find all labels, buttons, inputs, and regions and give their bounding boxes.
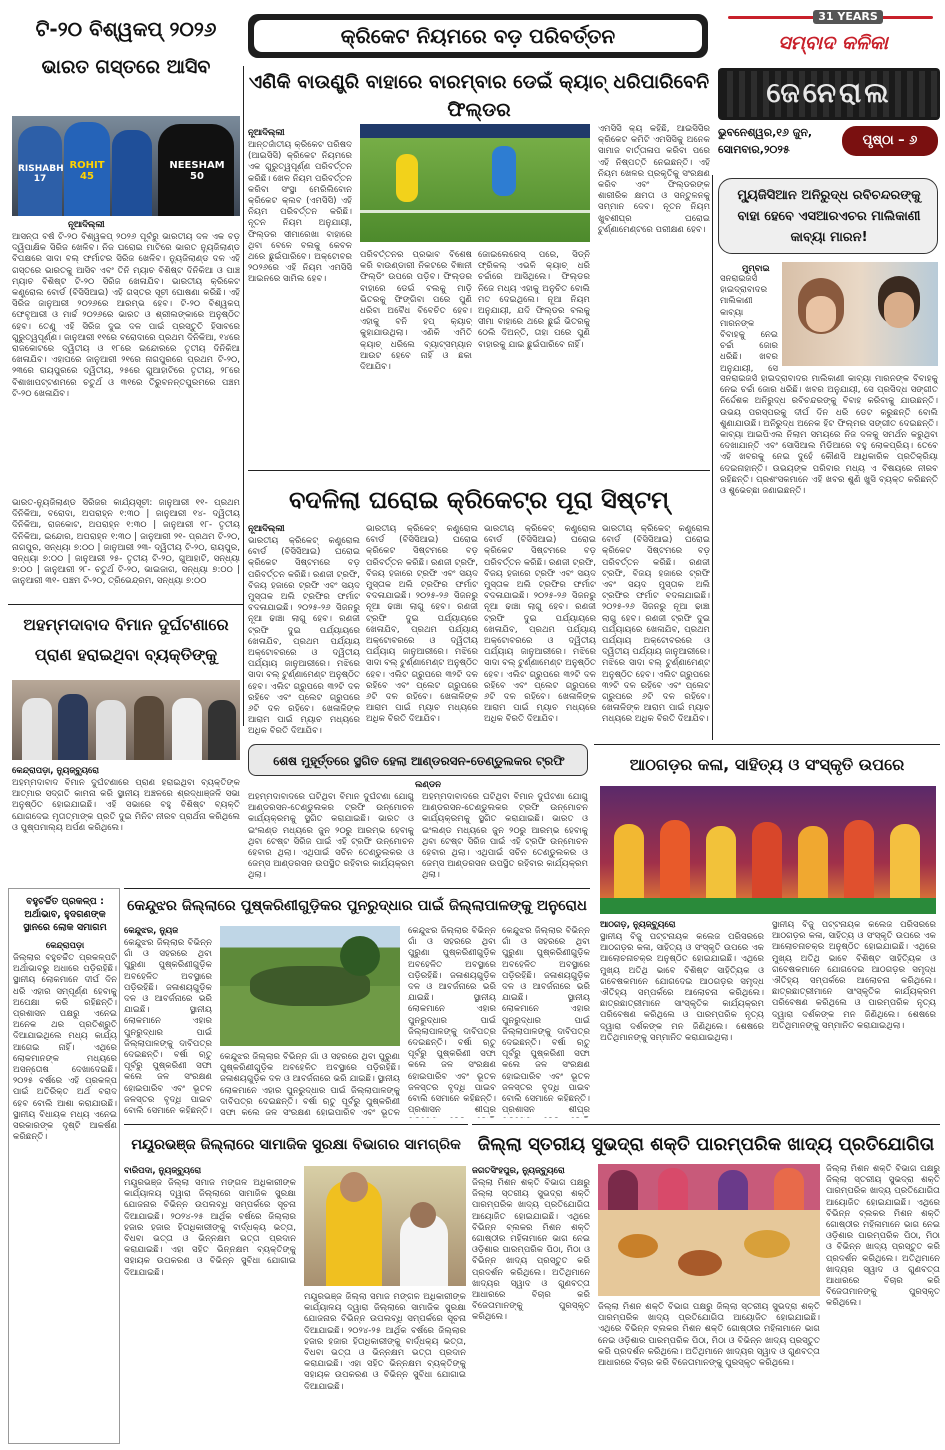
article-body: ଅହମ୍ମଦାବାଦରେ ଘଟିଥିବା ବିମାନ ଦୁର୍ଘଟଣା ଯୋଗୁ ଆଣ୍ଡରସନ-ତେଣ୍ଡୁଲକର ଟ୍ରଫି ଉନ୍ମୋଚନ କାର୍ଯ୍ୟକ୍ରମକୁ ସ୍ଥଗିତ କରାଯାଇଛି। ଭାରତ ଓ ଇଂଲଣ୍ଡ ମଧ୍ୟରେ ଜୁନ ୨୦ରୁ ଆରମ୍ଭ ହେବାକୁ ଥିବା ଟେଷ୍ଟ ସିରିଜ ପାଇଁ ଏହି ଟ୍ରଫି ଉନ୍ମୋଚନ ହେବାର ଥିଲା। ଏଥିପାଇଁ ସଚିନ ତେଣ୍ଡୁଲକର ଓ ଜେମ୍ସ ଆଣ୍ଡରସନ ଉପସ୍ଥିତ ରହିବାର କାର୍ଯ୍ୟକ୍ରମ ଥିଲା।	[248, 792, 414, 881]
paper-name: ସମ୍ବାଦ କଳିକା	[778, 32, 888, 54]
article-body: ଭାରତୀୟ କ୍ରିକେଟ୍ କଣ୍ଟ୍ରୋଲ ବୋର୍ଡ (ବିସିସିଆଇ) ଘରୋଇ କ୍ରିକେଟ ସିଷ୍ଟମରେ ବଡ଼ ପରିବର୍ତ୍ତନ କରିଛି। ରଣଜୀ ଟ୍ରଫି, ବିଜୟ ହଜାରେ ଟ୍ରଫି ଏବଂ ସୟଦ ମୁସ୍ତାକ ଅଲି ଟ୍ରଫିର ଫର୍ମାଟ ବଦଳାଯାଇଛି। ୨୦୨୫-୨୬ ସିଜନରୁ ନୂଆ ଢାଞ୍ଚା ଲାଗୁ ହେବ। ରଣଜୀ ଟ୍ରଫି ଦୁଇ ପର୍ଯ୍ୟାୟରେ ଖେଳାଯିବ, ପ୍ରଥମ ପର୍ଯ୍ୟାୟ ଅକ୍ଟୋବରରେ ଓ ଦ୍ୱିତୀୟ ପର୍ଯ୍ୟାୟ ଜାନୁଆରୀରେ। ମଝିରେ ସାଦା ବଲ୍ ଟୁର୍ଣ୍ଣାମେଣ୍ଟ ଅନୁଷ୍ଠିତ ହେବ। ଏଲିଟ ଗ୍ରୁପରେ ୩୨ଟି ଦଳ ରହିବେ ଏବଂ ପ୍ଲେଟ ଗ୍ରୁପରେ ୬ଟି ଦଳ ରହିବେ। ଖେଳାଳିଙ୍କ ଆରାମ ପାଇଁ ମ୍ୟାଚ ମଧ୍ୟରେ ଅଧିକ ବିରତି ଦିଆଯିବ।	[248, 536, 360, 736]
article-body-cont: ଭାରତୀୟ କ୍ରିକେଟ୍ କଣ୍ଟ୍ରୋଲ ବୋର୍ଡ (ବିସିସିଆଇ) ଘରୋଇ କ୍ରିକେଟ ସିଷ୍ଟମରେ ବଡ଼ ପରିବର୍ତ୍ତନ କରିଛି। ରଣଜୀ ଟ୍ରଫି, ବିଜୟ ହଜାରେ ଟ୍ରଫି ଏବଂ ସୟଦ ମୁସ୍ତାକ ଅଲି ଟ୍ରଫିର ଫର୍ମାଟ ବଦଳାଯାଇଛି। ୨୦୨୫-୨୬ ସିଜନରୁ ନୂଆ ଢାଞ୍ଚା ଲାଗୁ ହେବ। ରଣଜୀ ଟ୍ରଫି ଦୁଇ ପର୍ଯ୍ୟାୟରେ ଖେଳାଯିବ, ପ୍ରଥମ ପର୍ଯ୍ୟାୟ ଅକ୍ଟୋବରରେ ଓ ଦ୍ୱିତୀୟ ପର୍ଯ୍ୟାୟ ଜାନୁଆରୀରେ। ମଝିରେ ସାଦା ବଲ୍ ଟୁର୍ଣ୍ଣାମେଣ୍ଟ ଅନୁଷ୍ଠିତ ହେବ। ଏଲିଟ ଗ୍ରୁପରେ ୩୨ଟି ଦଳ ରହିବେ ଏବଂ ପ୍ଲେଟ ଗ୍ରୁପରେ ୬ଟି ଦଳ ରହିବେ। ଖେଳାଳିଙ୍କ ଆରାମ ପାଇଁ ମ୍ୟାଚ ମଧ୍ୟରେ ଅଧିକ ବିରତି ଦିଆଯିବ।	[602, 524, 710, 725]
byline: ଆଠଗଡ଼, ନ୍ୟୁଜ୍‌ବ୍ୟୁରୋ	[600, 920, 676, 930]
article-musician	[716, 178, 940, 738]
article-body: ସ୍ଥାନୀୟ ବିଜୁ ପଟ୍ଟନାୟକ କଲେଜ ପରିସରରେ ଆଠଗଡ଼ର କଳା, ସାହିତ୍ୟ ଓ ସଂସ୍କୃତି ଉପରେ ଏକ ଆଲୋଚନାଚକ୍ର ଅନୁଷ୍ଠିତ ହୋଇଯାଇଛି। ଏଥିରେ ମୁଖ୍ୟ ଅତିଥି ଭାବେ ବିଶିଷ୍ଟ ସାହିତ୍ୟିକ ଓ ଗବେଷକମାନେ ଯୋଗଦେଇ ଆଠଗଡ଼ର ସମୃଦ୍ଧ ଐତିହ୍ୟ ସମ୍ପର୍କରେ ଆଲୋଚନା କରିଥିଲେ। ଛାତ୍ରଛାତ୍ରୀମାନେ ସାଂସ୍କୃତିକ କାର୍ଯ୍ୟକ୍ରମ ପରିବେଷଣ କରିଥିଲେ ଓ ପାରମ୍ପରିକ ନୃତ୍ୟ ଦ୍ୱାରା ଦର୍ଶକଙ୍କ ମନ ଜିଣିଥିଲେ। ଶେଷରେ ଅତିଥିମାନଙ୍କୁ ସମ୍ମାନିତ କରାଯାଇଥିଲା।	[600, 932, 764, 1043]
headline-box	[718, 178, 938, 254]
headline-2: ଭାରତ ଗସ୍ତରେ ଆସିବ	[41, 56, 211, 78]
officials-photo	[304, 1166, 466, 1286]
article-body: ମୟୂରଭଞ୍ଜ ଜିଲ୍ଲା ସମାଜ ମଙ୍ଗଳ ଅଧିକାରୀଙ୍କ କାର୍ଯ୍ୟାଳୟ ଦ୍ୱାରା ଜିଲ୍ଲାରେ ସାମାଜିକ ସୁରକ୍ଷା ଯୋଜନାର ବିଭିନ୍ନ ଉପଲବ୍ଧି ସମ୍ପର୍କରେ ସୂଚନା ଦିଆଯାଇଛି। ୨୦୨୪-୨୫ ଆର୍ଥିକ ବର୍ଷରେ ଜିଲ୍ଲାର ହଜାର ହଜାର ହିତାଧିକାରୀଙ୍କୁ ବାର୍ଦ୍ଧକ୍ୟ ଭତ୍ତା, ବିଧବା ଭତ୍ତା ଓ ଭିନ୍ନକ୍ଷମ ଭତ୍ତା ପ୍ରଦାନ କରାଯାଇଛି। ଏହା ସହିତ ଭିନ୍ନକ୍ଷମ ବ୍ୟକ୍ତିଙ୍କୁ ସହାୟକ ଉପକରଣ ଓ ବିଭିନ୍ନ ସୁବିଧା ଯୋଗାଇ ଦିଆଯାଇଛି।	[124, 1178, 296, 1278]
article-athagarh	[594, 744, 940, 1120]
byline: ନୂଆଦିଲ୍ଲୀ	[248, 524, 285, 534]
dateline: ଭୁବନେଶ୍ୱର,୧୬ ଜୁନ, ସୋମବାର,୨୦୨୫	[718, 126, 813, 156]
headline: ଆଠଗଡ଼ର କଳା, ସାହିତ୍ୟ ଓ ସଂସ୍କୃତି ଉପରେ	[629, 755, 905, 774]
headline: ବହୁଚର୍ଚ୍ଚିତ ପ୍ରକଳ୍ପ : ଅର୍ଥାଭାବ, ହୁଦଗଣଙ୍କ ସ୍ଥାନରେ ଲୋକ ସମାଗମ	[23, 896, 107, 933]
years-badge: 31 YEARS	[813, 10, 883, 24]
article-body-cont: ଭାରତୀୟ କ୍ରିକେଟ୍ କଣ୍ଟ୍ରୋଲ ବୋର୍ଡ (ବିସିସିଆଇ) ଘରୋଇ କ୍ରିକେଟ ସିଷ୍ଟମରେ ବଡ଼ ପରିବର୍ତ୍ତନ କରିଛି। ରଣଜୀ ଟ୍ରଫି, ବିଜୟ ହଜାରେ ଟ୍ରଫି ଏବଂ ସୟଦ ମୁସ୍ତାକ ଅଲି ଟ୍ରଫିର ଫର୍ମାଟ ବଦଳାଯାଇଛି। ୨୦୨୫-୨୬ ସିଜନରୁ ନୂଆ ଢାଞ୍ଚା ଲାଗୁ ହେବ। ରଣଜୀ ଟ୍ରଫି ଦୁଇ ପର୍ଯ୍ୟାୟରେ ଖେଳାଯିବ, ପ୍ରଥମ ପର୍ଯ୍ୟାୟ ଅକ୍ଟୋବରରେ ଓ ଦ୍ୱିତୀୟ ପର୍ଯ୍ୟାୟ ଜାନୁଆରୀରେ। ମଝିରେ ସାଦା ବଲ୍ ଟୁର୍ଣ୍ଣାମେଣ୍ଟ ଅନୁଷ୍ଠିତ ହେବ। ଏଲିଟ ଗ୍ରୁପରେ ୩୨ଟି ଦଳ ରହିବେ ଏବଂ ପ୍ଲେଟ ଗ୍ରୁପରେ ୬ଟି ଦଳ ରହିବେ। ଖେଳାଳିଙ୍କ ଆରାମ ପାଇଁ ମ୍ୟାଚ ମଧ୍ୟରେ ଅଧିକ ବିରତି ଦିଆଯିବ।	[484, 524, 596, 725]
cricket-players-photo	[12, 116, 240, 216]
article-body-cont: କେନ୍ଦୁଝର ଜିଲ୍ଲାର ବିଭିନ୍ନ ଗାଁ ଓ ସହରରେ ଥିବା ପୁରୁଣା ପୁଷ୍କରିଣୀଗୁଡ଼ିକ ଅବହେଳିତ ଅବସ୍ଥାରେ ପଡ଼ିରହିଛି। ଜଳାଶୟଗୁଡ଼ିକ ଦଳ ଓ ଆବର୍ଜନାରେ ଭରି ଯାଇଛି। ସ୍ଥାନୀୟ ଲୋକମାନେ ଏହାର ପୁନରୁଦ୍ଧାର ପାଇଁ ଜିଲ୍ଲାପାଳଙ୍କୁ ଦାବିପତ୍ର ଦେଇଛନ୍ତି। ବର୍ଷା ଋତୁ ପୂର୍ବରୁ ପୁଷ୍କରିଣୀ ସଫା କଲେ ଜଳ ସଂରକ୍ଷଣ ହୋଇପାରିବ ଏବଂ ଭୂତଳ	[220, 1052, 400, 1118]
article-body: ଏମସିସି କ୍ୟ କହିଛି, ଆଇସିସିର କ୍ରିକେଟ କମିଟି ଏମସିସିକୁ ଅନେକ ସାମାଜ ବାର୍ତ୍ତାଳାପ କରିବା ପରେ ଏହି ନିଷ୍ପତ୍ତି ନେଇଛନ୍ତି। ଏହି ନିୟମ ଖେଳର ପ୍ରକୃତିକୁ ସଂରକ୍ଷଣ କରିବ ଏବଂ ଫିଲ୍ଡରଙ୍କ ଶାରୀରିକ କ୍ଷମତା ଓ ସନ୍ତୁଳନକୁ ସମ୍ମାନ ଦେବ। ନୂତନ ନିୟମ ଖୁବଶୀଘ୍ର ଘରୋଇ ଟୁର୍ଣ୍ଣାମେଣ୍ଟରେ ପରୀକ୍ଷଣ ହେବ।	[598, 124, 710, 235]
jersey-label: ROHIT 45	[69, 160, 105, 182]
jersey-label: NEESHAM 50	[169, 160, 225, 182]
byline: ବାରିପଦା, ନ୍ୟୁଜ୍‌ବ୍ୟୁରୋ	[124, 1166, 202, 1176]
article-catch-rule	[248, 64, 710, 464]
byline: ଜଗତସିଂହପୁର, ନ୍ୟୁଜ୍‌ବ୍ୟୁରୋ	[472, 1166, 565, 1176]
article-body-cont: ଭାରତୀୟ କ୍ରିକେଟ୍ କଣ୍ଟ୍ରୋଲ ବୋର୍ଡ (ବିସିସିଆଇ) ଘରୋଇ କ୍ରିକେଟ ସିଷ୍ଟମରେ ବଡ଼ ପରିବର୍ତ୍ତନ କରିଛି। ରଣଜୀ ଟ୍ରଫି, ବିଜୟ ହଜାରେ ଟ୍ରଫି ଏବଂ ସୟଦ ମୁସ୍ତାକ ଅଲି ଟ୍ରଫିର ଫର୍ମାଟ ବଦଳାଯାଇଛି। ୨୦୨୫-୨୬ ସିଜନରୁ ନୂଆ ଢାଞ୍ଚା ଲାଗୁ ହେବ। ରଣଜୀ ଟ୍ରଫି ଦୁଇ ପର୍ଯ୍ୟାୟରେ ଖେଳାଯିବ, ପ୍ରଥମ ପର୍ଯ୍ୟାୟ ଅକ୍ଟୋବରରେ ଓ ଦ୍ୱିତୀୟ ପର୍ଯ୍ୟାୟ ଜାନୁଆରୀରେ। ମଝିରେ ସାଦା ବଲ୍ ଟୁର୍ଣ୍ଣାମେଣ୍ଟ ଅନୁଷ୍ଠିତ ହେବ। ଏଲିଟ ଗ୍ରୁପରେ ୩୨ଟି ଦଳ ରହିବେ ଏବଂ ପ୍ଲେଟ ଗ୍ରୁପରେ ୬ଟି ଦଳ ରହିବେ। ଖେଳାଳିଙ୍କ ଆରାମ ପାଇଁ ମ୍ୟାଚ ମଧ୍ୟରେ ଅଧିକ ବିରତି ଦିଆଯିବ।	[366, 524, 478, 725]
article-body: ଆସନ୍ତା ବର୍ଷ ଟି-୨୦ ବିଶ୍ୱକପ୍ ୨୦୨୬ ପୂର୍ବରୁ ଭାରତୀୟ ଦଳ ଏକ ବଡ଼ ଦ୍ୱିପାକ୍ଷିକ ସିରିଜ ଖେଳିବ। ନିଜ ଘରୋଇ ମାଟିରେ ଭାରତ ନ୍ୟୁଜିଲାଣ୍ଡ ବିପକ୍ଷରେ ସାଦା ବଲ୍ ଫର୍ମାଟର ସିରିଜ ଖେଳିବ। ନ୍ୟୁଜିଲାଣ୍ଡ ଦଳ ଏହି ଗସ୍ତରେ ଭାରତକୁ ଆସିବ ଏବଂ ତିନି ମ୍ୟାଚ ବିଶିଷ୍ଟ ଦିନିକିଆ ଓ ପାଞ୍ଚ ମ୍ୟାଚ ବିଶିଷ୍ଟ ଟି-୨୦ ସିରିଜ ଖେଳାଯିବ। ଭାରତୀୟ କ୍ରିକେଟ କଣ୍ଟ୍ରୋଲ ବୋର୍ଡ (ବିସିସିଆଇ) ଏହି ଗସ୍ତର ସୂଚୀ ଘୋଷଣା କରିଛି। ଏହି ସିରିଜ ଜାନୁଆରୀ ୨୦୨୬ରେ ଆରମ୍ଭ ହେବ। ଟି-୨୦ ବିଶ୍ୱକପ୍ ଫେବୃଆରୀ ଓ ମାର୍ଚ୍ଚ ୨୦୨୬ରେ ଭାରତ ଓ ଶ୍ରୀଲଙ୍କାରେ ଅନୁଷ୍ଠିତ ହେବ। ତେଣୁ ଏହି ସିରିଜ ଦୁଇ ଦଳ ପାଇଁ ପ୍ରସ୍ତୁତି ହିସାବରେ ଗୁରୁତ୍ୱପୂର୍ଣ୍ଣ। ଜାନୁଆରୀ ୧୧ରେ ବରୋଦାରେ ପ୍ରଥମ ଦିନିକିଆ, ୧୪ରେ ରାଜକୋଟରେ ଦ୍ୱିତୀୟ ଓ ୧୮ରେ ଇନ୍ଦୋରରେ ତୃତୀୟ ଦିନିକିଆ ଖେଳାଯିବ। ଏହାପରେ ଜାନୁଆରୀ ୨୧ରେ ନାଗପୁରରେ ପ୍ରଥମ ଟି-୨୦, ୨୩ରେ ରାୟପୁରରେ ଦ୍ୱିତୀୟ, ୨୫ରେ ଗୁଆହାଟିରେ ତୃତୀୟ, ୨୮ରେ ବିଶାଖାପଟ୍ଟଣମରେ ଚତୁର୍ଥ ଓ ୩୧ରେ ତିରୁବନନ୍ତପୁରମରେ ପଞ୍ଚମ ଟି-୨୦ ଖେଳାଯିବ।	[12, 232, 240, 399]
headline: ବଦଳିଲା ଘରୋଇ କ୍ରିକେଟ୍‌ର ପୂରା ସିଷ୍ଟମ୍	[288, 486, 670, 514]
article-body-cont: ଜିଲ୍ଲା ମିଶନ ଶକ୍ତି ବିଭାଗ ପକ୍ଷରୁ ଜିଲ୍ଲା ସ୍ତରୀୟ ସୁଭଦ୍ରା ଶକ୍ତି ପାରମ୍ପରିକ ଖାଦ୍ୟ ପ୍ରତିଯୋଗିତା ଆୟୋଜିତ ହୋଇଯାଇଛି। ଏଥିରେ ବିଭିନ୍ନ ବ୍ଲକର ମିଶନ ଶକ୍ତି ଗୋଷ୍ଠୀର ମହିଳାମାନେ ଭାଗ ନେଇ ଓଡ଼ିଶାର ପାରମ୍ପରିକ ପିଠା, ମିଠା ଓ ବିଭିନ୍ନ ଖାଦ୍ୟ ପ୍ରସ୍ତୁତ କରି ପ୍ରଦର୍ଶନ କରିଥିଲେ। ଅତିଥିମାନେ ଖାଦ୍ୟର ସ୍ୱାଦ ଓ ଗୁଣବତ୍ତା ଆଧାରରେ ବିଚାର କରି ବିଜେତାମାନଙ୍କୁ ପୁରସ୍କୃତ କରିଥିଲେ।	[598, 1302, 820, 1369]
article-body: ପରିବର୍ତ୍ତନର ପ୍ରଭାବ ବିଶେଷ କରି ବାଉଣ୍ଡାରୀ ନିକଟରେ ବିଜ୍ଞାନୀ ଫିଲ୍ଡିଂ ଉପରେ ପଡ଼ିବ। ଫିଲ୍ଡର ବାହାରେ ଡେଇଁ ବଲକୁ ମାଡ଼ି ଭିତରକୁ ଫିଙ୍ଗିବା ପରେ ପୁଣି ଧରିବା ଅବୈଧ ବିବେଚିତ ହେବ। ଏହାକୁ ବନି ହପ୍ କ୍ୟାଚ୍ କୁହାଯାଉଥିଲା। ଏଣିକି ଏମିତି କ୍ୟାଚ୍ ଧରିଲେ ବ୍ୟାଟ୍ସମ୍ୟାନ ଆଉଟ ହେବେ ନାହିଁ ଓ ଛକା ଦିଆଯିବ।	[360, 250, 472, 373]
byline: କେନ୍ଦ୍ରାପଡ଼ା	[45, 941, 85, 951]
top-banner-text: କ୍ରିକେଟ ନିୟମରେ ବଡ଼ ପରିବର୍ତ୍ତନ	[254, 20, 702, 52]
byline: ନୂଆଦିଲ୍ଲୀ	[68, 220, 105, 230]
edition-logo	[718, 68, 940, 120]
article-left-column	[8, 888, 120, 1444]
edition-name: ଜେନେରାଲ	[766, 76, 892, 109]
byline: ଲଣ୍ଡନ	[415, 780, 441, 790]
article-body: ଜୋଇଲେରେସ୍ ପରେ, ସିଡ୍ନି ଫ୍ରିକଲ୍ ଏଭଳି କ୍ୟାଚ୍ ଧରି ଚର୍ଚ୍ଚାରେ ଆସିଥିଲେ। ଫିଲ୍ଡର ନିଜେ ମଧ୍ୟ ଏହାକୁ ଅନୁଚିତ ବୋଲି ମତ ଦେଇଥିଲେ। ନୂଆ ନିୟମ ଅନୁଯାୟୀ, ଯଦି ଫିଲ୍ଡର ବଲକୁ ସୀମା ବାହାରେ ଥରେ ଛୁଇଁ ଭିତରକୁ ଠେଲି ଦିଅନ୍ତି, ତାହା ପରେ ପୁଣି ବାହାରକୁ ଯାଇ ଛୁଇଁପାରିବେ ନାହିଁ।	[478, 250, 590, 350]
years-ribbon	[728, 10, 933, 24]
article-body-cont: ମୟୂରଭଞ୍ଜ ଜିଲ୍ଲା ସମାଜ ମଙ୍ଗଳ ଅଧିକାରୀଙ୍କ କାର୍ଯ୍ୟାଳୟ ଦ୍ୱାରା ଜିଲ୍ଲାରେ ସାମାଜିକ ସୁରକ୍ଷା ଯୋଜନାର ବିଭିନ୍ନ ଉପଲବ୍ଧି ସମ୍ପର୍କରେ ସୂଚନା ଦିଆଯାଇଛି। ୨୦୨୪-୨୫ ଆର୍ଥିକ ବର୍ଷରେ ଜିଲ୍ଲାର ହଜାର ହଜାର ହିତାଧିକାରୀଙ୍କୁ ବାର୍ଦ୍ଧକ୍ୟ ଭତ୍ତା, ବିଧବା ଭତ୍ତା ଓ ଭିନ୍ନକ୍ଷମ ଭତ୍ତା ପ୍ରଦାନ କରାଯାଇଛି। ଏହା ସହିତ ଭିନ୍ନକ୍ଷମ ବ୍ୟକ୍ତିଙ୍କୁ ସହାୟକ ଉପକରଣ ଓ ବିଭିନ୍ନ ସୁବିଧା ଯୋଗାଇ ଦିଆଯାଇଛି।	[304, 1292, 466, 1392]
headline: ଶେଷ ମୁହୂର୍ତ୍ତରେ ସ୍ଥଗିତ ହେଲା ଆଣ୍ଡରସନ-ତେଣ୍ଡୁଲକର ଟ୍ରଫି	[273, 754, 565, 768]
article-body-cont: କେନ୍ଦୁଝର ଜିଲ୍ଲାର ବିଭିନ୍ନ ଗାଁ ଓ ସହରରେ ଥିବା ପୁରୁଣା ପୁଷ୍କରିଣୀଗୁଡ଼ିକ ଅବହେଳିତ ଅବସ୍ଥାରେ ପଡ଼ିରହିଛି। ଜଳାଶୟଗୁଡ଼ିକ ଦଳ ଓ ଆବର୍ଜନାରେ ଭରି ଯାଇଛି। ସ୍ଥାନୀୟ ଲୋକମାନେ ଏହାର ପୁନରୁଦ୍ଧାର ପାଇଁ ଜିଲ୍ଲାପାଳଙ୍କୁ ଦାବିପତ୍ର ଦେଇଛନ୍ତି। ବର୍ଷା ଋତୁ ପୂର୍ବରୁ ପୁଷ୍କରିଣୀ ସଫା କଲେ ଜଳ ସଂରକ୍ଷଣ ହୋଇପାରିବ ଏବଂ ଭୂତଳ ଜଳସ୍ତର ବୃଦ୍ଧି ପାଇବ ବୋଲି ସେମାନେ କହିଛନ୍ତି। ପ୍ରଶାସନ ଶୀଘ୍ର	[408, 926, 496, 1116]
schedule-text: ଭାରତ-ନ୍ୟୁଜିଲାଣ୍ଡ ସିରିଜର କାର୍ଯ୍ୟସୂଚୀ: ଜାନୁଆରୀ ୧୧- ପ୍ରଥମ ଦିନିକିଆ, ବରୋଦା, ଅପରାହ୍ନ ୧:୩୦ | ଜାନୁଆରୀ ୧୪- ଦ୍ୱିତୀୟ ଦିନିକିଆ, ରାଜକୋଟ, ଅପରାହ୍ନ ୧:୩୦ | ଜାନୁଆରୀ ୧୮- ତୃତୀୟ ଦିନିକିଆ, ଇନ୍ଦୋର, ଅପରାହ୍ନ ୧:୩୦ | ଜାନୁଆରୀ ୨୧- ପ୍ରଥମ ଟି-୨୦, ନାଗପୁର, ସନ୍ଧ୍ୟା ୭:୦୦ | ଜାନୁଆରୀ ୨୩- ଦ୍ୱିତୀୟ ଟି-୨୦, ରାୟପୁର, ସନ୍ଧ୍ୟା ୭:୦୦ | ଜାନୁଆରୀ ୨୫- ତୃତୀୟ ଟି-୨୦, ଗୁଆହାଟି, ସନ୍ଧ୍ୟା ୭:୦୦ | ଜାନୁଆରୀ ୨୮- ଚତୁର୍ଥ ଟି-୨୦, ଭାଇଜାଗ, ସନ୍ଧ୍ୟା ୭:୦୦ | ଜାନୁଆରୀ ୩୧- ପଞ୍ଚମ ଟି-୨୦, ତ୍ରିଭେନ୍ଦ୍ରମ, ସନ୍ଧ୍ୟା ୭:୦୦	[12, 498, 240, 587]
article-nz-tour	[8, 10, 240, 610]
headline: ଅହମ୍ମଦାବାଦ ବିମାନ ଦୁର୍ଘଟଣାରେ	[23, 615, 229, 634]
headline: ଜିଲ୍ଲା ସ୍ତରୀୟ ସୁଭଦ୍ରା ଶକ୍ତି ପାରମ୍ପରିକ ଖାଦ୍ୟ ପ୍ରତିଯୋଗିତା	[477, 1134, 935, 1155]
article-body: ଅହମ୍ମଦାବାଦ ବିମାନ ଦୁର୍ଘଟଣାରେ ପ୍ରାଣ ହରାଇଥିବା ବ୍ୟକ୍ତିଙ୍କ ଆତ୍ମାର ସଦ୍‌ଗତି କାମନା କରି ସ୍ଥାନୀୟ ଅଞ୍ଚଳରେ ଶ୍ରଦ୍ଧାଞ୍ଜଳି ସଭା ଅନୁଷ୍ଠିତ ହୋଇଯାଇଛି। ଏହି ସଭାରେ ବହୁ ବିଶିଷ୍ଟ ବ୍ୟକ୍ତି ଯୋଗଦେଇ ମୃତାତ୍ମାଙ୍କ ପ୍ରତି ଦୁଇ ମିନିଟ ନୀରବ ପ୍ରାର୍ଥନା କରିଥିଲେ ଓ ପୁଷ୍ପମାଲ୍ୟ ଅର୍ପଣ କରିଥିଲେ।	[12, 778, 240, 833]
headline: ମୟୂରଭଞ୍ଜ ଜିଲ୍ଲାରେ ସାମାଜିକ ସୁରକ୍ଷା ବିଭାଗର ସାମଗ୍ରିକ	[131, 1137, 461, 1153]
article-body: କେନ୍ଦୁଝର ଜିଲ୍ଲାର ବିଭିନ୍ନ ଗାଁ ଓ ସହରରେ ଥିବା ପୁରୁଣା ପୁଷ୍କରିଣୀଗୁଡ଼ିକ ଅବହେଳିତ ଅବସ୍ଥାରେ ପଡ଼ିରହିଛି। ଜଳାଶୟଗୁଡ଼ିକ ଦଳ ଓ ଆବର୍ଜନାରେ ଭରି ଯାଇଛି। ସ୍ଥାନୀୟ ଲୋକମାନେ ଏହାର ପୁନରୁଦ୍ଧାର ପାଇଁ ଜିଲ୍ଲାପାଳଙ୍କୁ ଦାବିପତ୍ର ଦେଇଛନ୍ତି। ବର୍ଷା ଋତୁ ପୂର୍ବରୁ ପୁଷ୍କରିଣୀ ସଫା କଲେ ଜଳ ସଂରକ୍ଷଣ ହୋଇପାରିବ ଏବଂ ଭୂତଳ ଜଳସ୍ତର ବୃଦ୍ଧି ପାଇବ ବୋଲି ସେମାନେ କହିଛନ୍ତି।	[124, 938, 212, 1117]
article-body-cont: ଜିଲ୍ଲା ମିଶନ ଶକ୍ତି ବିଭାଗ ପକ୍ଷରୁ ଜିଲ୍ଲା ସ୍ତରୀୟ ସୁଭଦ୍ରା ଶକ୍ତି ପାରମ୍ପରିକ ଖାଦ୍ୟ ପ୍ରତିଯୋଗିତା ଆୟୋଜିତ ହୋଇଯାଇଛି। ଏଥିରେ ବିଭିନ୍ନ ବ୍ଲକର ମିଶନ ଶକ୍ତି ଗୋଷ୍ଠୀର ମହିଳାମାନେ ଭାଗ ନେଇ ଓଡ଼ିଶାର ପାରମ୍ପରିକ ପିଠା, ମିଠା ଓ ବିଭିନ୍ନ ଖାଦ୍ୟ ପ୍ରସ୍ତୁତ କରି ପ୍ରଦର୍ଶନ କରିଥିଲେ। ଅତିଥିମାନେ ଖାଦ୍ୟର ସ୍ୱାଦ ଓ ଗୁଣବତ୍ତା ଆଧାରରେ ବିଚାର କରି ବିଜେତାମାନଙ୍କୁ ପୁରସ୍କୃତ କରିଥିଲେ।	[826, 1164, 940, 1309]
headline: ମ୍ୟୁଜିସିଆନ ଅନିରୁଦ୍ଧ ରବିଚନ୍ଦରଙ୍କୁ ବାହା ହେବେ ଏସଆରଏଚର ମାଲିକାଣୀ କାବ୍ୟା ମାରନ!	[737, 188, 921, 245]
article-body: ଆନ୍ତର୍ଜାତୀୟ କ୍ରିକେଟ ପରିଷଦ (ଆଇସିସି) କ୍ରିକେଟ ନିୟମରେ ଏକ ଗୁରୁତ୍ୱପୂର୍ଣ୍ଣ ପରିବର୍ତ୍ତନ କରିଛି। ଖେଳ ନିୟମ ପରିବର୍ତ୍ତନ କରିବା ସଂସ୍ଥା ମେରିଲିବୋନ କ୍ରିକେଟ କ୍ଲବ (ଏମସିସି) ଏହି ନିୟମ ପରିବର୍ତ୍ତନ କରିଛି। ନୂତନ ନିୟମ ଅନୁଯାୟୀ, ଫିଲ୍ଡର ସୀମାରେଖା ବାହାରେ ଥିବା ବେଳେ ବଲକୁ କେବଳ ଥରେ ଛୁଇଁପାରିବେ। ଅକ୍ଟୋବର ୨୦୨୬ରେ ଏହି ନିୟମ ଏମସିସି ଆଇନରେ ସାମିଲ ହେବ।	[248, 140, 352, 285]
article-body: ଜିଲ୍ଲାର ବହୁଚର୍ଚ୍ଚିତ ପ୍ରକଳ୍ପଟି ଅର୍ଥାଭାବରୁ ଅଧାରେ ପଡ଼ିରହିଛି। ସ୍ଥାନୀୟ ଲୋକମାନେ ଦୀର୍ଘ ଦିନ ଧରି ଏହାର ସମ୍ପୂର୍ଣ୍ଣ ହେବାକୁ ଅପେକ୍ଷା କରି ରହିଛନ୍ତି। ପ୍ରଶାସନ ପକ୍ଷରୁ ଏନେଇ ଅନେକ ଥର ପ୍ରତିଶ୍ରୁତି ଦିଆଯାଇଥିଲେ ମଧ୍ୟ କାର୍ଯ୍ୟ ଆଗେଇ ନାହିଁ। ଏଥିରେ ଲୋକମାନଙ୍କ ମଧ୍ୟରେ ଅସନ୍ତୋଷ ଦେଖାଦେଇଛି। ୨୦୨୫ ବର୍ଷରେ ଏହି ପ୍ରକଳ୍ପ ପାଇଁ ଅତିରିକ୍ତ ଅର୍ଥ ବରାଦ ହେବ ବୋଲି ଆଶା କରାଯାଉଛି। ସ୍ଥାନୀୟ ବିଧାୟକ ମଧ୍ୟ ଏନେଇ ସରକାରଙ୍କ ଦୃଷ୍ଟି ଆକର୍ଷଣ କରିଛନ୍ତି।	[13, 953, 117, 1143]
article-trophy	[248, 744, 588, 884]
byline: କେନ୍ଦୁଝର, ନ୍ୟୁଜ	[124, 926, 179, 936]
jersey-label: RISHABH 17	[18, 164, 64, 184]
byline: ମୁମ୍ବାଇ	[742, 264, 770, 274]
headline-2: ପ୍ରାଣ ହରାଇଥିବା ବ୍ୟକ୍ତିଙ୍କୁ	[34, 645, 218, 664]
catch-photo	[360, 124, 590, 242]
dance-photo	[600, 786, 936, 914]
pond-photo	[220, 926, 400, 1046]
article-body-cont: ସ୍ଥାନୀୟ ବିଜୁ ପଟ୍ଟନାୟକ କଲେଜ ପରିସରରେ ଆଠଗଡ଼ର କଳା, ସାହିତ୍ୟ ଓ ସଂସ୍କୃତି ଉପରେ ଏକ ଆଲୋଚନାଚକ୍ର ଅନୁଷ୍ଠିତ ହୋଇଯାଇଛି। ଏଥିରେ ମୁଖ୍ୟ ଅତିଥି ଭାବେ ବିଶିଷ୍ଟ ସାହିତ୍ୟିକ ଓ ଗବେଷକମାନେ ଯୋଗଦେଇ ଆଠଗଡ଼ର ସମୃଦ୍ଧ ଐତିହ୍ୟ ସମ୍ପର୍କରେ ଆଲୋଚନା କରିଥିଲେ। ଛାତ୍ରଛାତ୍ରୀମାନେ ସାଂସ୍କୃତିକ କାର୍ଯ୍ୟକ୍ରମ ପରିବେଷଣ କରିଥିଲେ ଓ ପାରମ୍ପରିକ ନୃତ୍ୟ ଦ୍ୱାରା ଦର୍ଶକଙ୍କ ମନ ଜିଣିଥିଲେ। ଶେଷରେ ଅତିଥିମାନଙ୍କୁ ସମ୍ମାନିତ କରାଯାଇଥିଲା।	[772, 920, 936, 1031]
headline-box	[248, 744, 588, 776]
couple-photo	[782, 262, 938, 366]
food-photo	[598, 1164, 820, 1296]
article-body: ଜିଲ୍ଲା ମିଶନ ଶକ୍ତି ବିଭାଗ ପକ୍ଷରୁ ଜିଲ୍ଲା ସ୍ତରୀୟ ସୁଭଦ୍ରା ଶକ୍ତି ପାରମ୍ପରିକ ଖାଦ୍ୟ ପ୍ରତିଯୋଗିତା ଆୟୋଜିତ ହୋଇଯାଇଛି। ଏଥିରେ ବିଭିନ୍ନ ବ୍ଲକର ମିଶନ ଶକ୍ତି ଗୋଷ୍ଠୀର ମହିଳାମାନେ ଭାଗ ନେଇ ଓଡ଼ିଶାର ପାରମ୍ପରିକ ପିଠା, ମିଠା ଓ ବିଭିନ୍ନ ଖାଦ୍ୟ ପ୍ରସ୍ତୁତ କରି ପ୍ରଦର୍ଶନ କରିଥିଲେ। ଅତିଥିମାନେ ଖାଦ୍ୟର ସ୍ୱାଦ ଓ ଗୁଣବତ୍ତା ଆଧାରରେ ବିଚାର କରି ବିଜେତାମାନଙ୍କୁ ପୁରସ୍କୃତ କରିଥିଲେ।	[472, 1178, 590, 1323]
article-domestic	[248, 470, 710, 740]
article-body-cont: ସନରାଇଜର୍ସ ହାଇଦ୍ରାବାଦର ମାଲିକାଣୀ କାବ୍ୟା ମାରନଙ୍କ ବିବାହକୁ ନେଇ ଚର୍ଚ୍ଚା ଜୋର ଧରିଛି। ଖବର ଅନୁଯାୟୀ, ସେ ପ୍ରସିଦ୍ଧ ସଙ୍ଗୀତ ନିର୍ଦ୍ଦେଶକ ଅନିରୁଦ୍ଧ ରବିଚନ୍ଦରଙ୍କୁ ବିବାହ କରିବାକୁ ଯାଉଛନ୍ତି। ଉଭୟ ପରସ୍ପରକୁ ଦୀର୍ଘ ଦିନ ଧରି ଡେଟ କରୁଛନ୍ତି ବୋଲି ଶୁଣାଯାଉଛି। ଅନିରୁଦ୍ଧ ଅନେକ ହିଟ ଫିଲ୍ମର ସଙ୍ଗୀତ ଦେଇଛନ୍ତି। କାବ୍ୟା ଆଇପିଏଲ ନିଲାମ ସମୟରେ ନିଜ ଦଳକୁ ସମର୍ଥନ କରୁଥିବା ଦେଖାଯାନ୍ତି ଏବଂ ସୋସିଆଲ ମିଡିଆରେ ବହୁ ଲୋକପ୍ରିୟ। ତେବେ ଏହି ଖବରକୁ ନେଇ ଦୁହେଁ କୌଣସି ଆଧିକାରିକ ପ୍ରତିକ୍ରିୟା ଦେଇନାହାନ୍ତି। ଉଭୟଙ୍କ ପରିବାର ମଧ୍ୟ ଏ ବିଷୟରେ ନୀରବ ରହିଛନ୍ତି। ପ୍ରଶଂସକମାନେ ଏହି ଖବର ଶୁଣି ଖୁସି ବ୍ୟକ୍ତ କରିଛନ୍ତି ଓ ଶୁଭେଚ୍ଛା ଜଣାଇଛନ୍ତି।	[720, 374, 938, 497]
byline: କେନ୍ଦ୍ରାପଡ଼ା, ନ୍ୟୁଜ୍‌ବ୍ୟୁରୋ	[12, 766, 100, 776]
masthead	[718, 6, 940, 166]
article-body: ସନରାଇଜର୍ସ ହାଇଦ୍ରାବାଦର ମାଲିକାଣୀ କାବ୍ୟା ମାରନଙ୍କ ବିବାହକୁ ନେଇ ଚର୍ଚ୍ଚା ଜୋର ଧରିଛି। ଖବର ଅନୁଯାୟୀ, ସେ	[720, 274, 778, 374]
article-body-cont: ଅହମ୍ମଦାବାଦରେ ଘଟିଥିବା ବିମାନ ଦୁର୍ଘଟଣା ଯୋଗୁ ଆଣ୍ଡରସନ-ତେଣ୍ଡୁଲକର ଟ୍ରଫି ଉନ୍ମୋଚନ କାର୍ଯ୍ୟକ୍ରମକୁ ସ୍ଥଗିତ କରାଯାଇଛି। ଭାରତ ଓ ଇଂଲଣ୍ଡ ମଧ୍ୟରେ ଜୁନ ୨୦ରୁ ଆରମ୍ଭ ହେବାକୁ ଥିବା ଟେଷ୍ଟ ସିରିଜ ପାଇଁ ଏହି ଟ୍ରଫି ଉନ୍ମୋଚନ ହେବାର ଥିଲା। ଏଥିପାଇଁ ସଚିନ ତେଣ୍ଡୁଲକର ଓ ଜେମ୍ସ ଆଣ୍ଡରସନ ଉପସ୍ଥିତ ରହିବାର କାର୍ଯ୍ୟକ୍ରମ ଥିଲା।	[422, 792, 588, 881]
headline: ଟି-୨୦ ବିଶ୍ୱକପ୍ ୨୦୨୬	[35, 17, 217, 41]
page-number-badge: ପୃଷ୍ଠା – ୬	[842, 126, 938, 156]
top-banner	[248, 14, 708, 58]
article-subhadra	[472, 1124, 940, 1444]
headline: କେନ୍ଦୁଝର ଜିଲ୍ଲାରେ ପୁଷ୍କରିଣୀଗୁଡ଼ିକର ପୁନରୁଦ୍ଧାର ପାଇଁ ଜିଲ୍ଲାପାଳଙ୍କୁ ଅନୁରୋଧ	[127, 898, 587, 914]
tribute-photo	[12, 680, 240, 760]
byline: ନୂଆଦିଲ୍ଲୀ	[248, 128, 285, 138]
article-ponds	[124, 888, 590, 1120]
article-tribute	[8, 604, 244, 884]
article-mayurbhanj	[124, 1124, 468, 1444]
article-body-cont: କେନ୍ଦୁଝର ଜିଲ୍ଲାର ବିଭିନ୍ନ ଗାଁ ଓ ସହରରେ ଥିବା ପୁରୁଣା ପୁଷ୍କରିଣୀଗୁଡ଼ିକ ଅବହେଳିତ ଅବସ୍ଥାରେ ପଡ଼ିରହିଛି। ଜଳାଶୟଗୁଡ଼ିକ ଦଳ ଓ ଆବର୍ଜନାରେ ଭରି ଯାଇଛି। ସ୍ଥାନୀୟ ଲୋକମାନେ ଏହାର ପୁନରୁଦ୍ଧାର ପାଇଁ ଜିଲ୍ଲାପାଳଙ୍କୁ ଦାବିପତ୍ର ଦେଇଛନ୍ତି। ବର୍ଷା ଋତୁ ପୂର୍ବରୁ ପୁଷ୍କରିଣୀ ସଫା କଲେ ଜଳ ସଂରକ୍ଷଣ ହୋଇପାରିବ ଏବଂ ଭୂତଳ ଜଳସ୍ତର ବୃଦ୍ଧି ପାଇବ ବୋଲି ସେମାନେ କହିଛନ୍ତି। ପ୍ରଶାସନ ଶୀଘ୍ର	[502, 926, 590, 1116]
headline: ଏଣିକି ବାଉଣ୍ଡ୍ରି ବାହାରେ ବାରମ୍ବାର ଡେଇଁ କ୍ୟାଚ୍ ଧରିପାରିବେନି ଫିଲ୍ଡର	[248, 71, 710, 121]
